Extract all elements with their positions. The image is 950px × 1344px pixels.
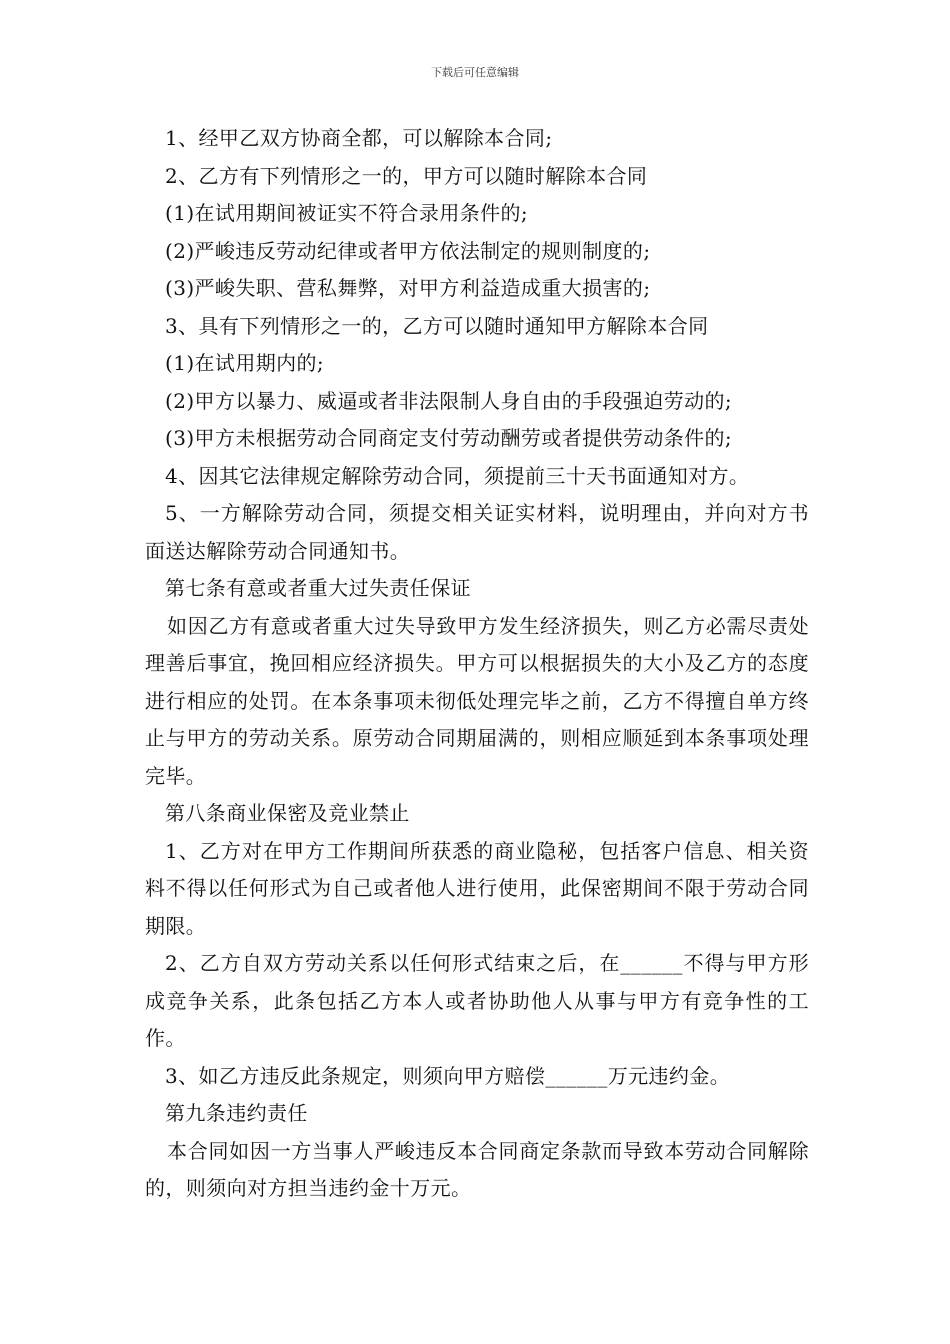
paragraph-clause-5: 5、一方解除劳动合同，须提交相关证实材料，说明理由，并向对方书面送达解除劳动合同通知书。 <box>145 501 809 563</box>
paragraph-article-8-clause-1: 1、乙方对在甲方工作期间所获悉的商业隐秘，包括客户信息、相关资料不得以任何形式为自己或者他人进行使用，此保密期间不限于劳动合同期限。 <box>145 838 809 938</box>
paragraph-article-8-clause-3: 3、如乙方违反此条规定，则须向甲方赔偿______万元违约金。 <box>165 1063 731 1088</box>
paragraph-item: (3)甲方未根据劳动合同商定支付劳动酬劳或者提供劳动条件的; <box>165 426 733 450</box>
paragraph-clause-2: 2、乙方有下列情形之一的，甲方可以随时解除本合同 <box>165 163 648 188</box>
paragraph-item: (2)甲方以暴力、威逼或者非法限制人身自由的手段强迫劳动的; <box>165 388 733 413</box>
paragraph-article-9-body: 本合同如因一方当事人严峻违反本合同商定条款而导致本劳动合同解除的，则须向对方担当违约金十万元。 <box>145 1138 809 1200</box>
section-heading-article-7: 第七条有意或者重大过失责任保证 <box>165 576 471 600</box>
document-body <box>145 120 809 1208</box>
paragraph-clause-1: 1、经甲乙双方协商全都，可以解除本合同; <box>165 126 553 150</box>
paragraph-item: (1)在试用期内的; <box>165 351 325 375</box>
paragraph-item: (1)在试用期间被证实不符合录用条件的; <box>165 201 529 225</box>
paragraph-article-7-body: 如因乙方有意或者重大过失导致甲方发生经济损失，则乙方必需尽责处理善后事宜，挽回相应经济损失。甲方可以根据损失的大小及乙方的态度进行相应的处罚。在本条事项未彻低处理完毕之前，乙方不得擅自单方终止与甲方的劳动关系。原劳动合同期届满的，则相应顺延到本条事项处理完毕。 <box>145 613 809 788</box>
paragraph-item: (2)严峻违反劳动纪律或者甲方依法制定的规则制度的; <box>165 238 651 263</box>
section-heading-article-9: 第九条违约责任 <box>165 1101 308 1125</box>
paragraph-article-8-clause-2: 2、乙方自双方劳动关系以任何形式结束之后，在______不得与甲方形成竞争关系，此条包括乙方本人或者协助他人从事与甲方有竞争性的工作。 <box>145 951 809 1050</box>
page-header: 下载后可任意编辑 <box>431 66 519 79</box>
paragraph-clause-4: 4、因其它法律规定解除劳动合同，须提前三十天书面通知对方。 <box>165 463 750 488</box>
paragraph-clause-3: 3、具有下列情形之一的，乙方可以随时通知甲方解除本合同 <box>165 313 709 338</box>
section-heading-article-8: 第八条商业保密及竞业禁止 <box>165 801 410 825</box>
paragraph-item: (3)严峻失职、营私舞弊，对甲方利益造成重大损害的; <box>165 276 651 300</box>
